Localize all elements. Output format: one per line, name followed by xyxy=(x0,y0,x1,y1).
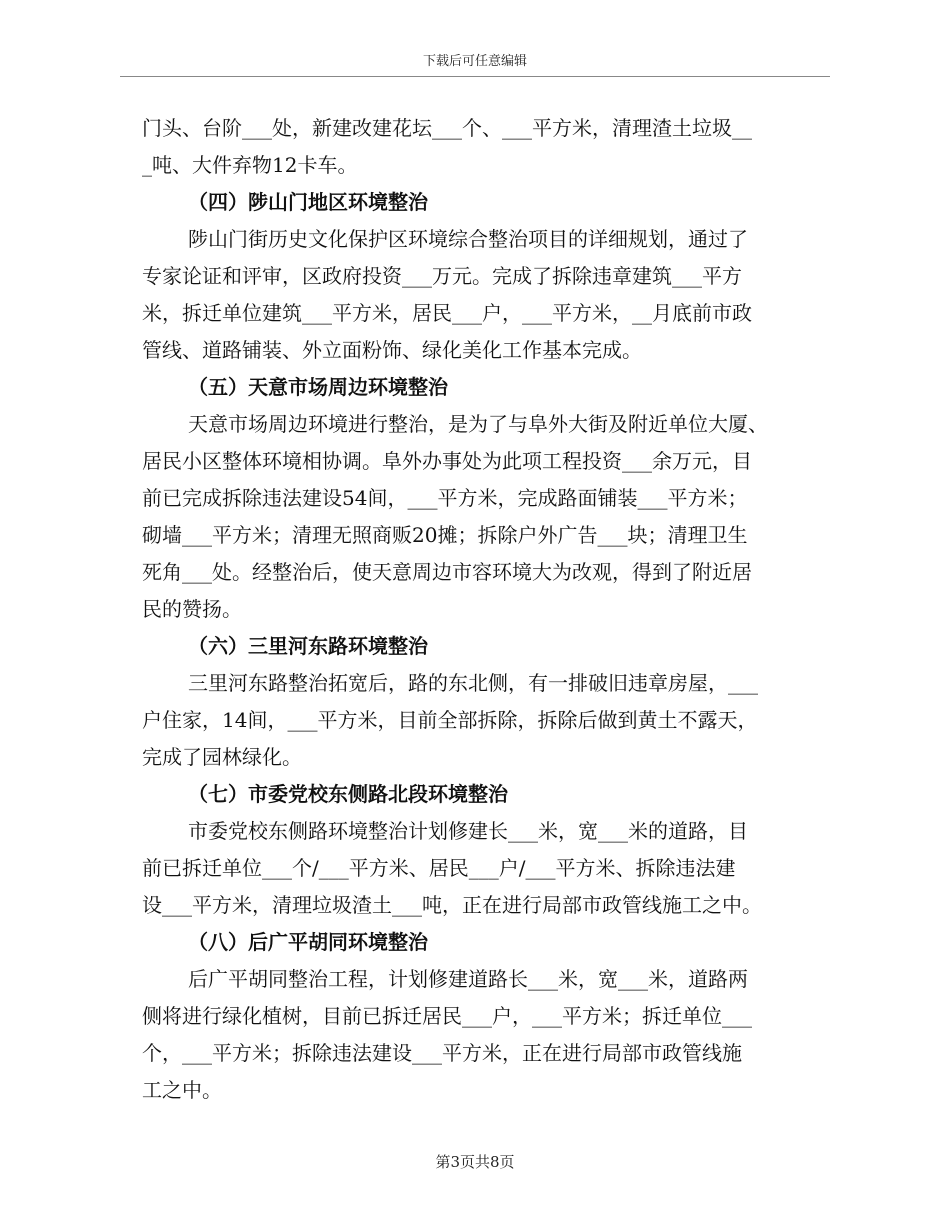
paragraph-line: 三里河东路整治拓宽后，路的东北侧，有一排破旧违章房屋，___ xyxy=(188,671,758,695)
paragraph-line: 居民小区整体环境相协调。阜外办事处为此项工程投资___余万元，目 xyxy=(142,449,752,473)
paragraph-line: 专家论证和评审，区政府投资___万元。完成了拆除违章建筑___平方 xyxy=(142,264,742,288)
paragraph-line: 工之中。 xyxy=(142,1078,222,1102)
page-header: 下载后可任意编辑 xyxy=(422,54,527,69)
paragraph-line: 死角___处。经整治后，使天意周边市容环境大为改观，得到了附近居 xyxy=(142,560,752,584)
section-heading: （五）天意市场周边环境整治 xyxy=(188,375,448,399)
section-heading: （六）三里河东路环境整治 xyxy=(188,634,428,658)
paragraph-line: 市委党校东侧路环境整治计划修建长___米，宽___米的道路，目 xyxy=(188,819,748,843)
paragraph-line: 米，拆迁单位建筑___平方米，居民___户，___平方米，__月底前市政 xyxy=(142,301,752,325)
paragraph-line: 天意市场周边环境进行整治，是为了与阜外大街及附近单位大厦、 xyxy=(188,412,768,436)
paragraph-line: 门头、台阶___处，新建改建花坛___个、___平方米，清理渣土垃圾__ xyxy=(142,116,752,140)
paragraph-line: 砌墙___平方米；清理无照商贩20摊；拆除户外广告___块；清理卫生 xyxy=(142,523,748,547)
header-divider xyxy=(120,76,830,77)
section-heading: （八）后广平胡同环境整治 xyxy=(188,930,428,954)
paragraph-line: 前已完成拆除违法建设54间，___平方米，完成路面铺装___平方米； xyxy=(142,486,748,510)
paragraph-line: 完成了园林绿化。 xyxy=(142,745,302,769)
paragraph-line: 陟山门街历史文化保护区环境综合整治项目的详细规划，通过了 xyxy=(188,227,748,251)
document-body xyxy=(142,110,808,1109)
paragraph-line: 个，___平方米；拆除违法建设___平方米，正在进行局部市政管线施 xyxy=(142,1041,742,1065)
paragraph-line: 民的赞扬。 xyxy=(142,597,242,621)
paragraph-line: _吨、大件弃物12卡车。 xyxy=(142,153,358,177)
paragraph-line: 管线、道路铺装、外立面粉饰、绿化美化工作基本完成。 xyxy=(142,338,642,362)
paragraph-line: 设___平方米，清理垃圾渣土___吨，正在进行局部市政管线施工之中。 xyxy=(142,893,762,917)
paragraph-line: 后广平胡同整治工程，计划修建道路长___米，宽___米，道路两 xyxy=(188,967,748,991)
section-heading: （七）市委党校东侧路北段环境整治 xyxy=(188,782,508,806)
section-heading: （四）陟山门地区环境整治 xyxy=(188,190,428,214)
paragraph-line: 侧将进行绿化植树，目前已拆迁居民___户，___平方米；拆迁单位___ xyxy=(142,1004,752,1028)
page-number-footer: 第3页共8页 xyxy=(435,1153,515,1171)
paragraph-line: 户住家，14间，___平方米，目前全部拆除，拆除后做到黄土不露天， xyxy=(142,708,758,732)
paragraph-line: 前已拆迁单位___个/___平方米、居民___户/___平方米、拆除违法建 xyxy=(142,856,736,880)
